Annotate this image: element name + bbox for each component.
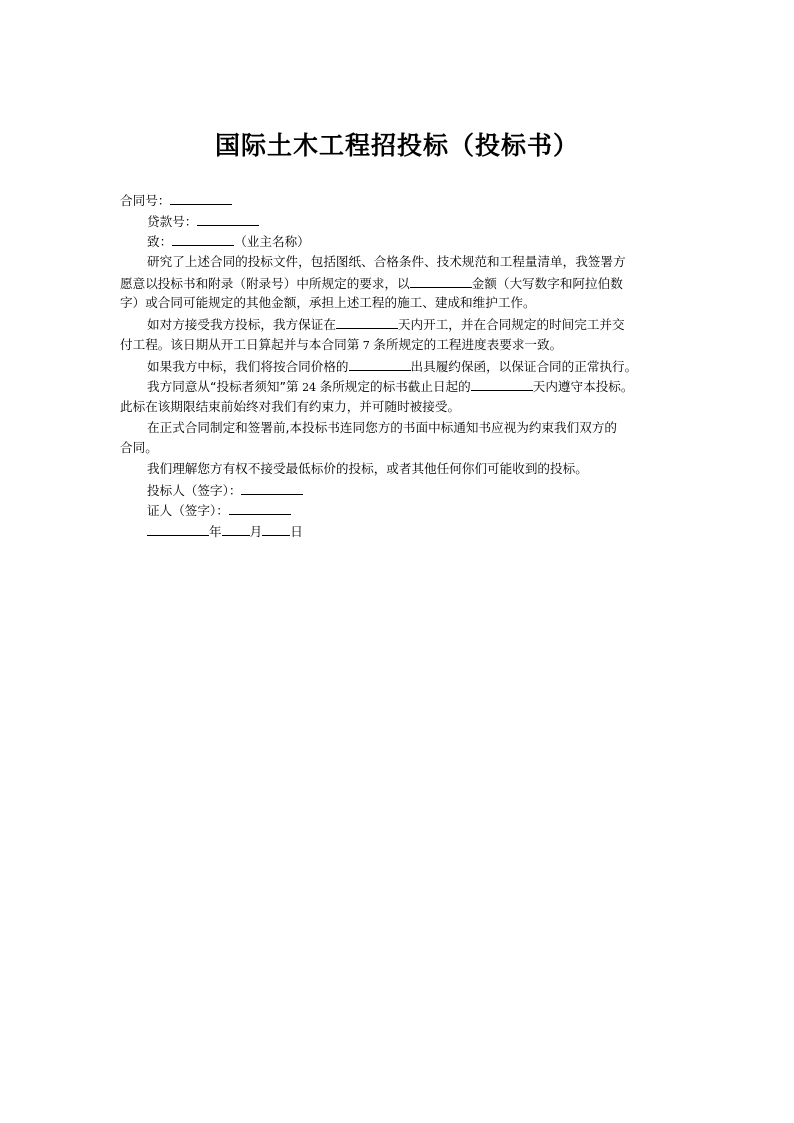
start-days-blank bbox=[336, 314, 398, 329]
day-label: 日 bbox=[290, 524, 303, 539]
paragraph-4-line-1 bbox=[120, 376, 680, 397]
p4-text-1a: 我方同意从“投标者须知”第 bbox=[147, 379, 299, 395]
paragraph-3 bbox=[120, 356, 680, 377]
bond-percent-blank bbox=[349, 356, 411, 371]
p5-text-1: 在正式合同制定和签署前,本投标书连同您方的书面中标通知书应视为约束我们双方的 bbox=[147, 419, 617, 435]
clause-number-7: 7 bbox=[359, 338, 374, 352]
paragraph-2-line-2 bbox=[120, 335, 680, 356]
day-blank bbox=[262, 521, 290, 536]
paragraph-5-line-1 bbox=[120, 418, 680, 439]
paragraph-1-line-1 bbox=[120, 252, 680, 273]
owner-name-note: （业主名称） bbox=[234, 234, 310, 250]
clause-number-24: 24 bbox=[298, 381, 320, 395]
amount-blank bbox=[410, 273, 472, 288]
p4-text-1c: 天内遵守本投标。 bbox=[532, 379, 634, 395]
p3-text-b: 出具履约保函，以保证合同的正常执行。 bbox=[410, 358, 638, 374]
p1-text-3: 字）或合同可能规定的其他金额，承担上述工程的施工、建成和维护工作。 bbox=[120, 295, 536, 311]
p4-text-1b: 条所规定的标书截止日起的 bbox=[319, 379, 471, 395]
paragraph-1-line-3 bbox=[120, 293, 680, 314]
p2-text-2b: 条所规定的工程进度表要求一致。 bbox=[373, 336, 563, 352]
owner-name-blank bbox=[172, 231, 234, 246]
p5-text-2: 合同。 bbox=[120, 440, 158, 456]
month-label: 月 bbox=[249, 524, 263, 539]
loan-no-label: 贷款号： bbox=[147, 213, 198, 229]
loan-no-line bbox=[120, 211, 680, 232]
p1-text-2b: 金额（大写数字和阿拉伯数 bbox=[471, 275, 623, 291]
bidder-sign-label: 投标人（签字）： bbox=[147, 482, 242, 498]
month-blank bbox=[222, 521, 250, 536]
p6-text: 我们理解您方有权不接受最低标价的投标，或者其他任何你们可能收到的投标。 bbox=[147, 460, 588, 476]
bidder-sign-line bbox=[120, 480, 680, 501]
witness-sign-blank bbox=[229, 500, 291, 515]
document-title: 国际土木工程招投标（投标书） bbox=[214, 131, 579, 160]
contract-no-label: 合同号： bbox=[120, 193, 171, 208]
p2-text-1a: 如对方接受我方投标，我方保证在 bbox=[147, 317, 336, 333]
contract-no-blank bbox=[170, 190, 232, 205]
p1-text-2a: 愿意以投标书和附录（附录号）中所规定的要求，以 bbox=[120, 275, 410, 291]
witness-sign-line bbox=[120, 500, 680, 521]
to-label: 致： bbox=[147, 234, 173, 250]
paragraph-6 bbox=[120, 459, 680, 480]
year-label: 年 bbox=[209, 524, 222, 539]
p4-text-2: 此标在该期限结束前始终对我们有约束力，并可随时被接受。 bbox=[120, 398, 461, 414]
p1-text-1: 研究了上述合同的投标文件，包括图纸、合格条件、技术规范和工程量清单，我签署方 bbox=[147, 254, 626, 270]
p2-text-2a: 付工程。该日期从开工日算起并与本合同第 bbox=[120, 336, 360, 352]
witness-sign-label: 证人（签字）： bbox=[147, 503, 229, 519]
date-line bbox=[120, 521, 680, 542]
paragraph-5-line-2 bbox=[120, 438, 680, 459]
year-blank bbox=[147, 521, 209, 536]
loan-no-blank bbox=[197, 211, 259, 226]
paragraph-4-line-2 bbox=[120, 397, 680, 418]
validity-days-blank bbox=[471, 376, 533, 391]
document-body bbox=[120, 190, 680, 542]
paragraph-2-line-1 bbox=[120, 314, 680, 335]
p2-text-1b: 天内开工，并在合同规定的时间完工并交 bbox=[397, 317, 625, 333]
to-line bbox=[120, 231, 680, 252]
bidder-sign-blank bbox=[241, 480, 303, 495]
contract-no-line bbox=[120, 190, 680, 211]
paragraph-1-line-2 bbox=[120, 273, 680, 294]
p3-text-a: 如果我方中标，我们将按合同价格的 bbox=[147, 358, 349, 374]
